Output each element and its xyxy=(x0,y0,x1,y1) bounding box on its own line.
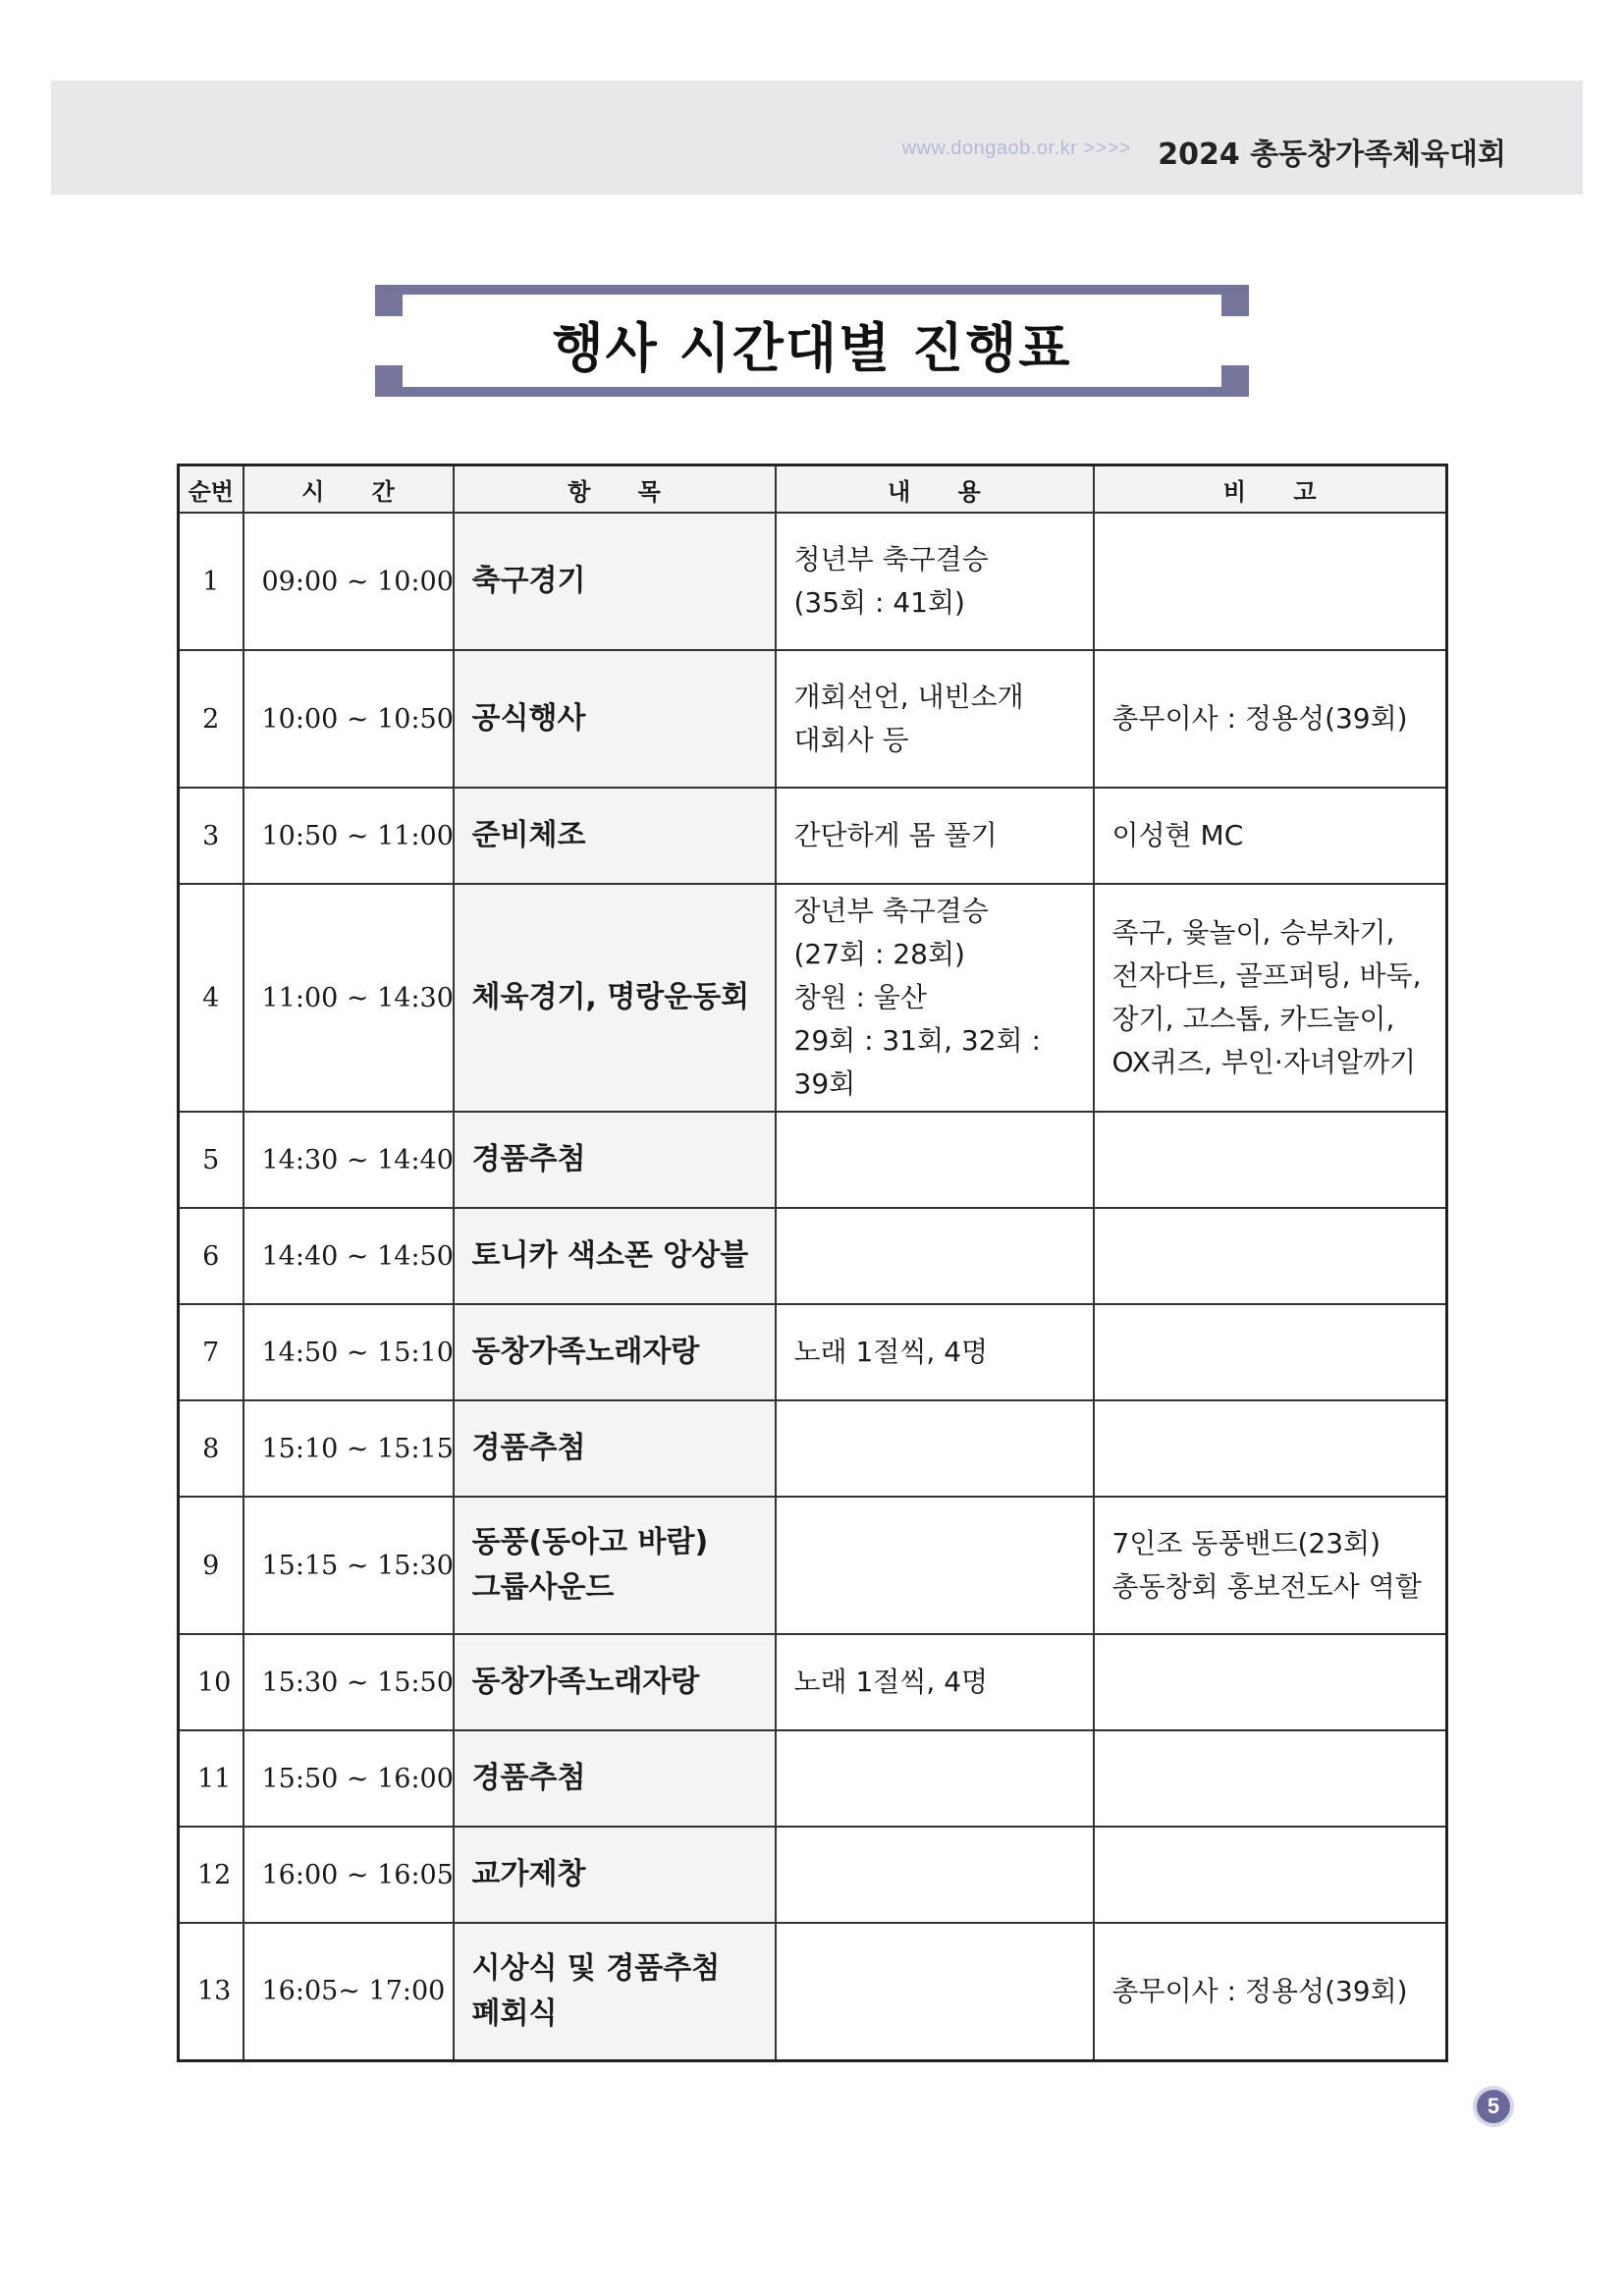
header-title: 2024 총동창가족체육대회 xyxy=(1158,137,1506,172)
row-time: 15:30 ~ 15:50 xyxy=(244,1634,454,1730)
title-bar-bottom xyxy=(375,387,1249,397)
row-item xyxy=(454,1112,776,1208)
row-item xyxy=(454,788,776,884)
row-content xyxy=(776,1730,1094,1827)
row-note xyxy=(1094,1730,1447,1827)
row-time: 15:50 ~ 16:00 xyxy=(244,1730,454,1827)
row-note xyxy=(1094,788,1447,884)
row-item xyxy=(454,513,776,650)
row-content-line: 개회선언, 내빈소개 xyxy=(793,681,1024,713)
row-content xyxy=(776,1400,1094,1497)
row-note xyxy=(1094,1827,1447,1923)
row-content-line: 청년부 축구결승 xyxy=(793,543,989,575)
row-content-line: 29회 : 31회, 32회 : 39회 xyxy=(793,1024,1041,1100)
table-row xyxy=(179,1923,1447,2060)
row-item xyxy=(454,1923,776,2060)
row-time: 14:40 ~ 14:50 xyxy=(244,1208,454,1304)
row-content xyxy=(776,1827,1094,1923)
row-note-line: 총무이사 : 정용성(39회) xyxy=(1111,702,1408,735)
row-note-line: 장기, 고스톱, 카드놀이, xyxy=(1111,1003,1395,1035)
row-content xyxy=(776,1497,1094,1634)
row-item xyxy=(454,1304,776,1400)
row-item-line: 동풍(동아고 바람) xyxy=(471,1525,709,1559)
row-item xyxy=(454,1208,776,1304)
table-row xyxy=(179,1827,1447,1923)
table-row xyxy=(179,1112,1447,1208)
row-note-line: 이성현 MC xyxy=(1111,819,1244,851)
row-item-line: 교가제창 xyxy=(471,1857,586,1891)
row-number: 1 xyxy=(179,513,244,650)
row-content-line: (27회 : 28회) xyxy=(793,938,965,970)
row-content-line: 대회사 등 xyxy=(793,724,909,756)
row-note xyxy=(1094,884,1447,1112)
column-header-time: 시 간 xyxy=(244,465,454,514)
row-note xyxy=(1094,513,1447,650)
row-note xyxy=(1094,1923,1447,2060)
row-content xyxy=(776,650,1094,788)
row-content xyxy=(776,513,1094,650)
row-item-line: 동창가족노래자랑 xyxy=(471,1665,700,1699)
row-item-line: 그룹사운드 xyxy=(471,1570,615,1605)
row-content-line: 창원 : 울산 xyxy=(793,981,927,1013)
row-time: 14:30 ~ 14:40 xyxy=(244,1112,454,1208)
row-content xyxy=(776,1634,1094,1730)
table-header-row xyxy=(179,465,1447,514)
row-note-line: 족구, 윷놀이, 승부차기, xyxy=(1111,916,1395,949)
row-number: 5 xyxy=(179,1112,244,1208)
row-number: 4 xyxy=(179,884,244,1112)
row-content xyxy=(776,1208,1094,1304)
row-item xyxy=(454,1497,776,1634)
row-note xyxy=(1094,1304,1447,1400)
column-header-item: 항 목 xyxy=(454,465,776,514)
row-number: 6 xyxy=(179,1208,244,1304)
column-header-note: 비 고 xyxy=(1094,465,1447,514)
row-content xyxy=(776,1112,1094,1208)
row-item-line: 체육경기, 명랑운동회 xyxy=(471,980,750,1014)
row-note xyxy=(1094,1497,1447,1634)
title-box xyxy=(375,285,1249,397)
row-item-line: 폐회식 xyxy=(471,1995,558,2031)
header-band xyxy=(51,81,1583,194)
row-note-line: 총무이사 : 정용성(39회) xyxy=(1111,1974,1408,2007)
table-row xyxy=(179,1634,1447,1730)
header-url[interactable]: www.dongaob.or.kr >>>> xyxy=(901,137,1131,159)
row-number: 10 xyxy=(179,1634,244,1730)
table-row xyxy=(179,1400,1447,1497)
row-item xyxy=(454,1730,776,1827)
row-note xyxy=(1094,1208,1447,1304)
row-number: 3 xyxy=(179,788,244,884)
row-item xyxy=(454,1827,776,1923)
row-note xyxy=(1094,1400,1447,1497)
table-row xyxy=(179,1208,1447,1304)
row-item xyxy=(454,884,776,1112)
row-item xyxy=(454,1634,776,1730)
row-time: 10:00 ~ 10:50 xyxy=(244,650,454,788)
table-row xyxy=(179,513,1447,650)
row-number: 9 xyxy=(179,1497,244,1634)
schedule-body xyxy=(179,513,1447,2060)
table-row xyxy=(179,650,1447,788)
row-number: 12 xyxy=(179,1827,244,1923)
row-item-line: 준비체조 xyxy=(471,818,586,852)
row-time: 10:50 ~ 11:00 xyxy=(244,788,454,884)
title-bar-top xyxy=(375,285,1249,295)
row-number: 13 xyxy=(179,1923,244,2060)
table-row xyxy=(179,884,1447,1112)
table-row xyxy=(179,1497,1447,1634)
row-content xyxy=(776,1923,1094,2060)
row-time: 09:00 ~ 10:00 xyxy=(244,513,454,650)
row-content xyxy=(776,788,1094,884)
row-item-line: 축구경기 xyxy=(471,564,586,598)
row-note-line: OX퀴즈, 부인·자녀알까기 xyxy=(1111,1046,1417,1078)
row-time: 14:50 ~ 15:10 xyxy=(244,1304,454,1400)
row-content-line: 노래 1절씩, 4명 xyxy=(793,1666,989,1698)
row-content-line: 장년부 축구결승 xyxy=(793,895,989,927)
schedule-table xyxy=(177,464,1448,2062)
row-note xyxy=(1094,1112,1447,1208)
row-item-line: 토니카 색소폰 앙상블 xyxy=(471,1238,749,1273)
page-number: 5 xyxy=(1477,2090,1510,2123)
row-note-line: 총동창회 홍보전도사 역할 xyxy=(1111,1570,1422,1603)
row-item-line: 경품추첨 xyxy=(471,1431,586,1465)
row-note xyxy=(1094,1634,1447,1730)
row-time: 16:00 ~ 16:05 xyxy=(244,1827,454,1923)
row-note-line: 전자다트, 골프퍼팅, 바둑, xyxy=(1111,959,1422,992)
row-content-line: (35회 : 41회) xyxy=(793,586,965,619)
row-content xyxy=(776,1304,1094,1400)
row-time: 16:05~ 17:00 xyxy=(244,1923,454,2060)
table-row xyxy=(179,788,1447,884)
row-note xyxy=(1094,650,1447,788)
table-row xyxy=(179,1304,1447,1400)
row-number: 7 xyxy=(179,1304,244,1400)
row-number: 8 xyxy=(179,1400,244,1497)
row-number: 2 xyxy=(179,650,244,788)
row-time: 15:10 ~ 15:15 xyxy=(244,1400,454,1497)
page-title: 행사 시간대별 진행표 xyxy=(552,317,1072,379)
row-time: 11:00 ~ 14:30 xyxy=(244,884,454,1112)
row-content-line: 노래 1절씩, 4명 xyxy=(793,1336,989,1368)
row-item-line: 경품추첨 xyxy=(471,1761,586,1795)
row-item xyxy=(454,1400,776,1497)
row-item xyxy=(454,650,776,788)
row-number: 11 xyxy=(179,1730,244,1827)
table-row xyxy=(179,1730,1447,1827)
row-note-line: 7인조 동풍밴드(23회) xyxy=(1111,1527,1381,1559)
column-header-number: 순번 xyxy=(179,465,244,514)
column-header-content: 내 용 xyxy=(776,465,1094,514)
row-item-line: 시상식 및 경품추첨 xyxy=(471,1950,721,1986)
row-content xyxy=(776,884,1094,1112)
row-time: 15:15 ~ 15:30 xyxy=(244,1497,454,1634)
row-item-line: 공식행사 xyxy=(471,701,586,736)
row-item-line: 경품추첨 xyxy=(471,1142,586,1176)
row-content-line: 간단하게 몸 풀기 xyxy=(793,819,998,851)
row-item-line: 동창가족노래자랑 xyxy=(471,1335,700,1369)
